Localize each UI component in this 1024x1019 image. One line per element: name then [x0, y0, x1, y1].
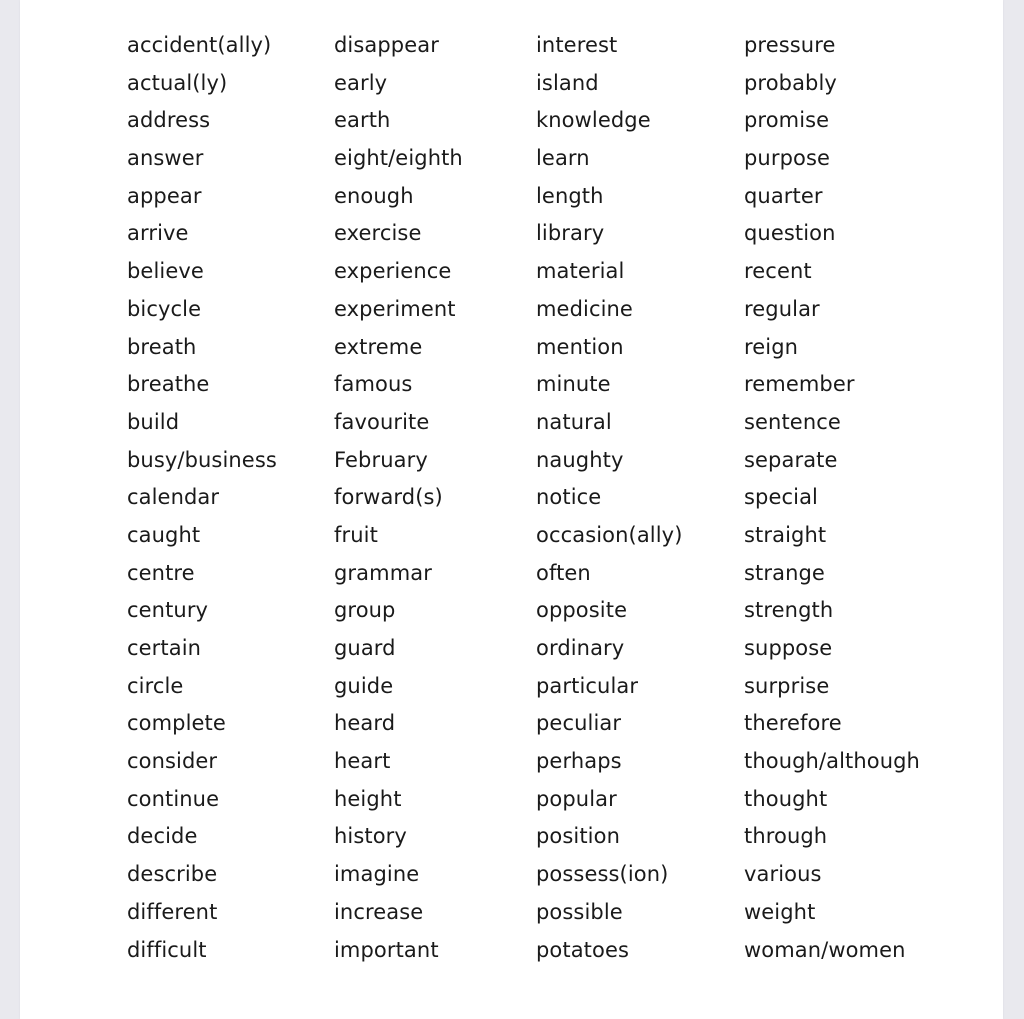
word-item: length [536, 183, 604, 208]
word-item: fruit [334, 522, 378, 547]
word-item: arrive [127, 221, 189, 246]
word-item: medicine [536, 296, 633, 321]
word-item: remember [744, 372, 855, 397]
word-item: thought [744, 786, 828, 811]
word-item: heard [334, 711, 396, 736]
word-item: favourite [334, 409, 430, 434]
word-item: actual(ly) [127, 70, 228, 95]
word-item: decide [127, 824, 198, 849]
word-item: extreme [334, 334, 423, 359]
word-item: height [334, 786, 402, 811]
word-item: material [536, 259, 625, 284]
word-item: busy/business [127, 447, 277, 472]
word-item: library [536, 221, 605, 246]
word-item: straight [744, 522, 827, 547]
word-item: opposite [536, 598, 628, 623]
word-column-2 [334, 27, 463, 969]
word-item: quarter [744, 183, 823, 208]
word-item: early [334, 70, 388, 95]
word-item: guard [334, 636, 396, 660]
word-item: heart [334, 749, 391, 774]
word-item: continue [127, 786, 220, 811]
word-item: strange [744, 560, 825, 585]
word-item: imagine [334, 862, 420, 887]
word-item: special [744, 485, 818, 510]
word-item: promise [744, 108, 830, 133]
word-item: bicycle [127, 296, 202, 321]
word-item: important [334, 937, 439, 962]
word-item: potatoes [536, 937, 630, 962]
word-item: knowledge [536, 108, 651, 133]
word-item: perhaps [536, 749, 622, 774]
word-item: February [334, 447, 428, 472]
word-item: build [127, 409, 180, 434]
word-column-1 [127, 27, 277, 969]
document-page [20, 0, 1003, 1019]
word-item: regular [744, 296, 820, 321]
word-item: disappear [334, 33, 439, 57]
word-item: consider [127, 749, 218, 774]
word-item: earth [334, 108, 391, 133]
word-item: grammar [334, 560, 432, 585]
word-item: sentence [744, 409, 841, 434]
word-item: various [744, 862, 822, 887]
word-item: increase [334, 899, 424, 924]
word-item: ordinary [536, 636, 625, 660]
word-item: often [536, 560, 591, 585]
word-item: particular [536, 673, 639, 698]
word-item: learn [536, 146, 590, 171]
word-item: accident(ally) [127, 33, 272, 57]
word-item: separate [744, 447, 838, 472]
word-item: exercise [334, 221, 422, 246]
word-item: forward(s) [334, 485, 443, 510]
word-item: describe [127, 862, 218, 887]
word-item: notice [536, 485, 602, 510]
word-item: question [744, 221, 836, 246]
word-item: group [334, 598, 396, 623]
word-item: certain [127, 636, 202, 660]
word-item: natural [536, 409, 612, 434]
word-item: pressure [744, 33, 836, 57]
word-item: enough [334, 183, 414, 208]
word-item: recent [744, 259, 812, 284]
word-item: experiment [334, 296, 456, 321]
word-item: different [127, 899, 218, 924]
word-item: naughty [536, 447, 624, 472]
word-item: eight/eighth [334, 146, 463, 171]
word-item: surprise [744, 673, 830, 698]
word-item: popular [536, 786, 617, 811]
word-item: minute [536, 372, 611, 397]
word-item: though/although [744, 749, 920, 774]
word-item: mention [536, 334, 624, 359]
word-item: reign [744, 334, 799, 359]
word-item: occasion(ally) [536, 522, 683, 547]
word-item: suppose [744, 636, 833, 660]
word-item: address [127, 108, 211, 133]
word-item: centre [127, 560, 195, 585]
word-item: answer [127, 146, 204, 171]
word-item: weight [744, 899, 816, 924]
word-item: peculiar [536, 711, 622, 736]
word-item: believe [127, 259, 204, 284]
word-item: experience [334, 259, 452, 284]
word-item: strength [744, 598, 834, 623]
word-item: island [536, 70, 599, 95]
word-item: purpose [744, 146, 831, 171]
word-item: century [127, 598, 209, 623]
word-item: breath [127, 334, 197, 359]
word-item: through [744, 824, 828, 849]
word-item: guide [334, 673, 394, 698]
word-item: position [536, 824, 620, 849]
word-item: possess(ion) [536, 862, 669, 887]
word-column-3 [536, 27, 683, 969]
word-item: difficult [127, 937, 207, 962]
word-item: history [334, 824, 407, 849]
word-item: appear [127, 183, 202, 208]
word-column-4 [744, 27, 920, 969]
word-item: famous [334, 372, 413, 397]
word-item: probably [744, 70, 837, 95]
word-item: caught [127, 522, 201, 547]
word-item: breathe [127, 372, 210, 397]
word-item: therefore [744, 711, 842, 736]
word-item: circle [127, 673, 184, 698]
word-item: complete [127, 711, 226, 736]
word-item: possible [536, 899, 623, 924]
word-item: interest [536, 33, 618, 57]
word-item: woman/women [744, 937, 906, 962]
word-item: calendar [127, 485, 220, 510]
